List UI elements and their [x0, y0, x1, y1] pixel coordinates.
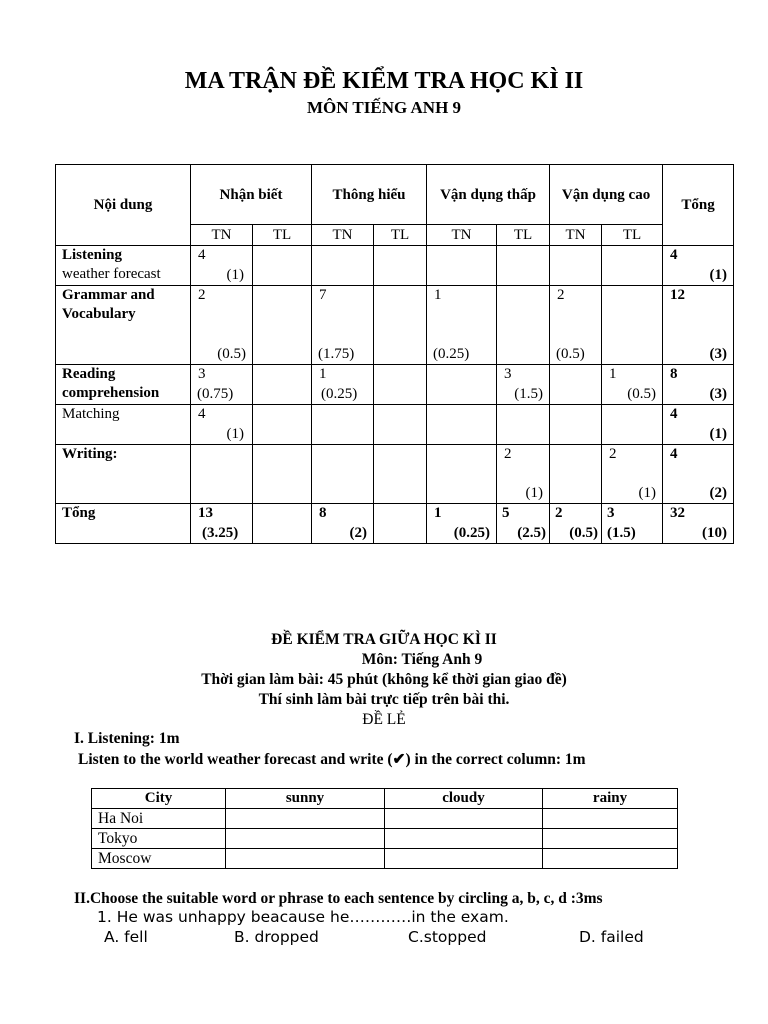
- cell-nb-tn: 2 (0.5): [191, 286, 253, 365]
- answer-cell[interactable]: [226, 849, 385, 869]
- answer-cell[interactable]: [385, 809, 543, 829]
- option-a[interactable]: A. fell: [104, 928, 148, 946]
- subheader-tl: TL: [253, 225, 312, 246]
- cell-vc-tn: 2 (0.5): [550, 286, 602, 365]
- cell-vt-tl: 3 (1.5): [497, 365, 550, 405]
- table-row: [56, 286, 734, 365]
- cell-vc-tl: 3 (1.5): [602, 504, 663, 544]
- header-level-recognition: Nhận biết: [191, 165, 312, 225]
- cell-vc-tn: 2 (0.5): [550, 504, 602, 544]
- table-row: [92, 809, 678, 829]
- cell-th-tn: 8 (2): [312, 504, 374, 544]
- answer-cell[interactable]: [543, 829, 678, 849]
- cell-th-tn: 1 (0.25): [312, 365, 374, 405]
- col-header-cloudy: cloudy: [385, 789, 543, 809]
- subheader-tl: TL: [497, 225, 550, 246]
- subheader-tn: TN: [427, 225, 497, 246]
- exam-matrix-table: [55, 164, 734, 544]
- table-row: [56, 405, 734, 445]
- exam-note: Thí sinh làm bài trực tiếp trên bài thi.: [258, 691, 510, 708]
- exam-subject: Môn: Tiếng Anh 9: [361, 651, 483, 668]
- city-cell: Ha Noi: [92, 809, 226, 829]
- cell-vc-tl: 2 (1): [602, 445, 663, 504]
- row-label: Grammar and Vocabulary: [56, 286, 191, 365]
- subheader-tn: TN: [550, 225, 602, 246]
- col-header-sunny: sunny: [226, 789, 385, 809]
- header-level-low-application: Vận dụng thấp: [427, 165, 550, 225]
- document-subtitle: MÔN TIẾNG ANH 9: [306, 98, 462, 117]
- question-1: 1. He was unhappy beacause he…………in the exam.: [97, 908, 509, 926]
- answer-cell[interactable]: [543, 809, 678, 829]
- cell-vt-tn: 1 (0.25): [427, 286, 497, 365]
- weather-table: [91, 788, 678, 869]
- cell-total: 4 (2): [663, 445, 734, 504]
- cell-total: 12 (3): [663, 286, 734, 365]
- row-label: Listening weather forecast: [56, 246, 191, 286]
- subheader-tl: TL: [374, 225, 427, 246]
- cell-total: 4 (1): [663, 246, 734, 286]
- exam-title: ĐỀ KIỂM TRA GIỮA HỌC KÌ II: [271, 631, 497, 648]
- cell-total: 32 (10): [663, 504, 734, 544]
- section-listening-instruction: Listen to the world weather forecast and write (✔) in the correct column: 1m: [78, 751, 586, 768]
- document-title: MA TRẬN ĐỀ KIỂM TRA HỌC KÌ II: [184, 68, 584, 94]
- table-row-total: [56, 504, 734, 544]
- city-cell: Tokyo: [92, 829, 226, 849]
- row-label: Tổng: [56, 504, 191, 544]
- table-row: [92, 849, 678, 869]
- cell-vc-tl: 1 (0.5): [602, 365, 663, 405]
- option-c[interactable]: C.stopped: [408, 928, 487, 946]
- row-label: Reading comprehension: [56, 365, 191, 405]
- header-level-comprehension: Thông hiểu: [312, 165, 427, 225]
- table-row: [56, 246, 734, 286]
- subheader-tn: TN: [191, 225, 253, 246]
- table-row: [56, 445, 734, 504]
- col-header-city: City: [92, 789, 226, 809]
- cell-vt-tn: 1 (0.25): [427, 504, 497, 544]
- answer-cell[interactable]: [543, 849, 678, 869]
- cell-total: 4 (1): [663, 405, 734, 445]
- cell-vt-tl: 5 (2.5): [497, 504, 550, 544]
- row-label: Writing:: [56, 445, 191, 504]
- subheader-tl: TL: [602, 225, 663, 246]
- header-content: Nội dung: [56, 165, 191, 246]
- row-label: Matching: [56, 405, 191, 445]
- cell-nb-tn: 4 (1): [191, 246, 253, 286]
- col-header-rainy: rainy: [543, 789, 678, 809]
- section-listening-title: I. Listening: 1m: [74, 730, 180, 747]
- option-d[interactable]: D. failed: [579, 928, 644, 946]
- table-row: [56, 365, 734, 405]
- cell-total: 8 (3): [663, 365, 734, 405]
- section-grammar-title: II.Choose the suitable word or phrase to each sentence by circling a, b, c, d :3ms: [74, 890, 603, 907]
- answer-cell[interactable]: [385, 829, 543, 849]
- cell-th-tn: 7 (1.75): [312, 286, 374, 365]
- cell-nb-tn: 4 (1): [191, 405, 253, 445]
- header-level-high-application: Vận dụng cao: [550, 165, 663, 225]
- answer-cell[interactable]: [226, 829, 385, 849]
- city-cell: Moscow: [92, 849, 226, 869]
- cell-nb-tn: 13 (3.25): [191, 504, 253, 544]
- table-row: [92, 829, 678, 849]
- cell-nb-tn: 3 (0.75): [191, 365, 253, 405]
- exam-version: ĐỀ LẺ: [362, 711, 406, 728]
- header-total: Tổng: [663, 165, 734, 246]
- answer-cell[interactable]: [385, 849, 543, 869]
- cell-vt-tl: 2 (1): [497, 445, 550, 504]
- answer-cell[interactable]: [226, 809, 385, 829]
- exam-duration: Thời gian làm bài: 45 phút (không kể thời gian giao đề): [201, 671, 567, 688]
- subheader-tn: TN: [312, 225, 374, 246]
- option-b[interactable]: B. dropped: [234, 928, 319, 946]
